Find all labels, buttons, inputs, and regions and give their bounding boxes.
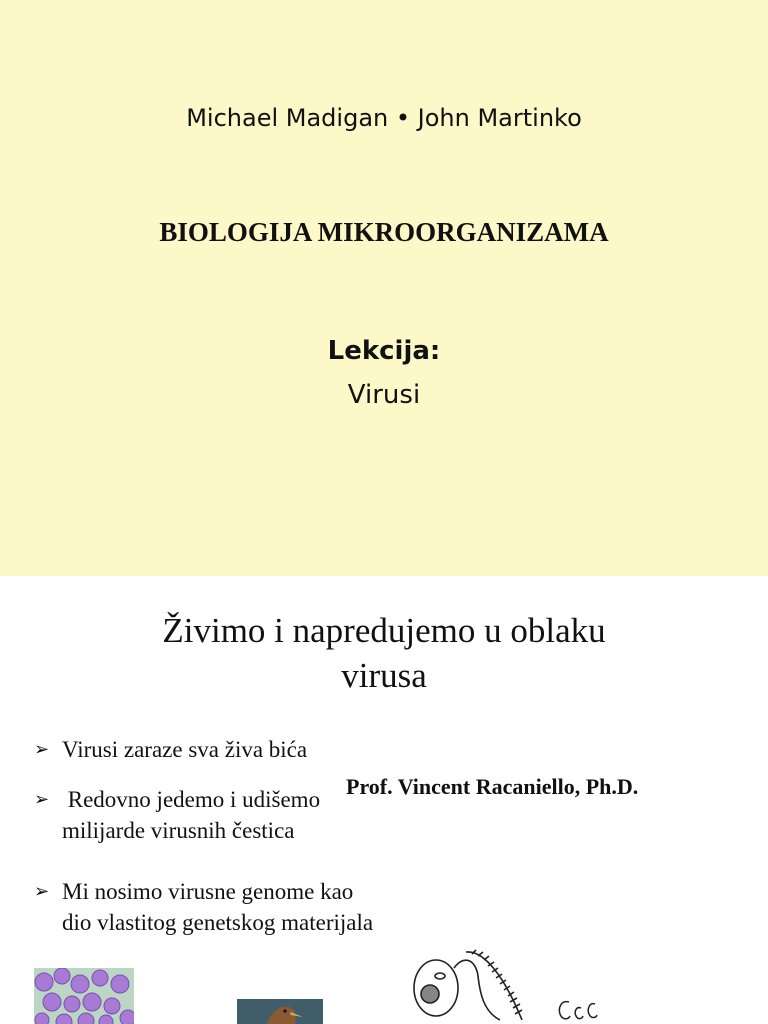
virus-particles-photo bbox=[34, 968, 134, 1024]
bullet-item bbox=[34, 876, 434, 938]
slide-title bbox=[84, 608, 684, 698]
arrow-bullet-icon: ➢ bbox=[34, 789, 50, 810]
bullet-text-continued: milijarde virusnih čestica bbox=[62, 818, 295, 843]
bullet-list bbox=[34, 734, 434, 957]
bullet-text: Mi nosimo virusne genome kao bbox=[62, 879, 354, 904]
ccc-drawing bbox=[555, 994, 605, 1024]
bullet-item bbox=[34, 734, 434, 765]
course-title: BIOLOGIJA MIKROORGANIZAMA bbox=[159, 217, 609, 247]
lesson-label: Lekcija: bbox=[327, 336, 441, 366]
arrow-bullet-icon: ➢ bbox=[34, 881, 50, 902]
slide-title-line1: Živimo i napredujemo u oblaku bbox=[162, 611, 606, 650]
lesson-name: Virusi bbox=[347, 380, 421, 410]
bullet-text-continued: dio vlastitog genetskog materijala bbox=[62, 910, 374, 935]
content-slide bbox=[0, 576, 768, 1024]
cell-drawing bbox=[404, 946, 528, 1024]
arrow-bullet-icon: ➢ bbox=[34, 739, 50, 760]
bullet-text: Virusi zaraze sva živa bića bbox=[62, 737, 308, 762]
bullet-text: Redovno jedemo i udišemo bbox=[62, 787, 321, 812]
bird-photo bbox=[237, 999, 323, 1024]
authors-text: Michael Madigan • John Martinko bbox=[186, 104, 582, 132]
slide-title-line2: virusa bbox=[341, 656, 427, 695]
professor-credit: Prof. Vincent Racaniello, Ph.D. bbox=[346, 774, 639, 799]
